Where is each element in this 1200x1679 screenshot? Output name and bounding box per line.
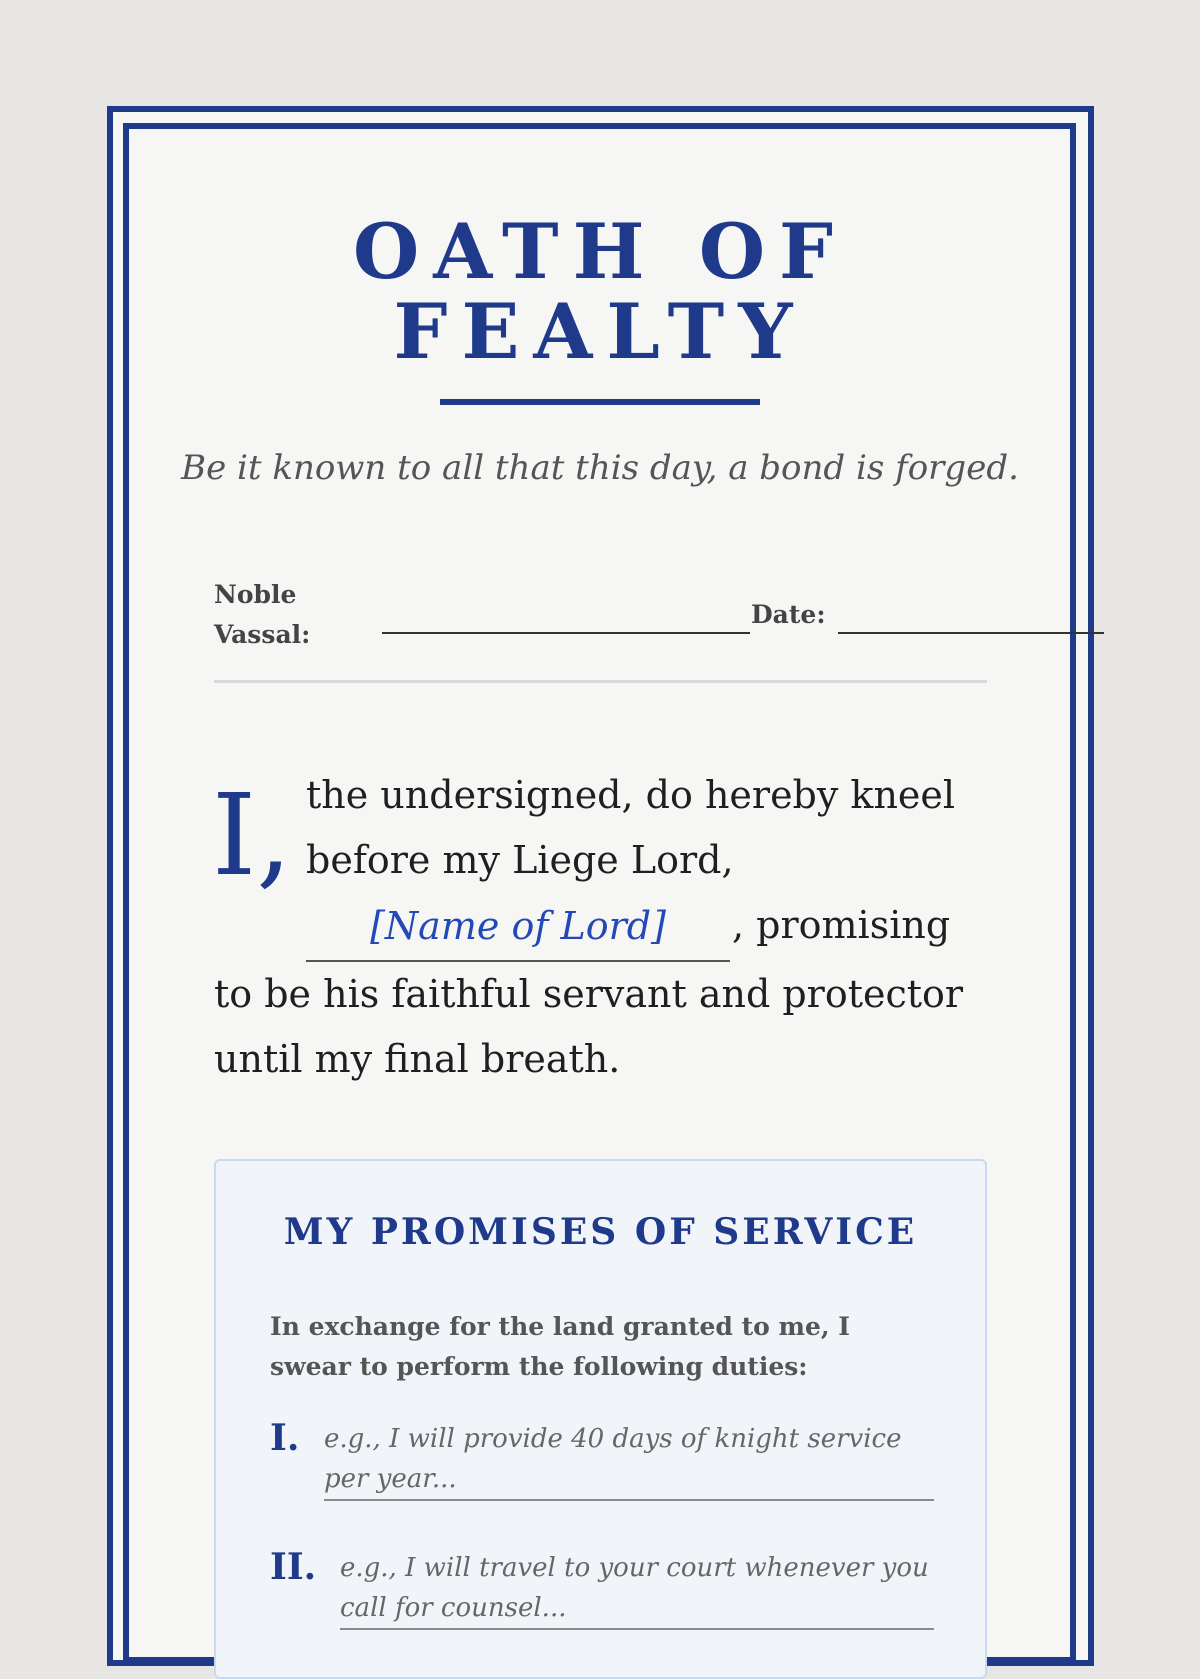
duty-input-1[interactable]: e.g., I will provide 40 days of knight service per year... [324,1419,934,1501]
title-underline [440,399,760,405]
page-title [0,207,1200,376]
vassal-name-input[interactable] [382,632,750,634]
duty-numeral-2: II. [270,1546,317,1588]
oath-line-1: the undersigned, do hereby kneel [306,773,956,817]
vassal-label: Noble Vassal: [214,580,311,649]
duty-numeral-1: I. [270,1417,300,1459]
lord-name-input[interactable]: [Name of Lord] [306,896,730,962]
oath-dropcap: I, [212,771,292,901]
oath-after-lord: , promising [732,903,951,947]
oath-line-5: until my final breath. [214,1037,621,1081]
oath-line-4: to be his faithful servant and protector [214,972,964,1016]
promises-title: MY PROMISES OF SERVICE [283,1211,918,1253]
title-line-2: FEALTY [393,287,807,376]
promises-intro: In exchange for the land granted to me, I swear to perform the following duties: [270,1312,850,1381]
duty-input-2[interactable]: e.g., I will travel to your court whenever you call for counsel... [340,1548,934,1630]
subtitle: Be it known to all that this day, a bond is forged. [181,448,1019,488]
date-label: Date: [751,600,826,629]
promises-panel [214,1159,987,1679]
section-divider [214,680,987,683]
title-line-1: OATH OF [353,207,847,296]
oath-line-2: before my Liege Lord, [306,838,734,882]
date-input[interactable] [838,632,1104,634]
